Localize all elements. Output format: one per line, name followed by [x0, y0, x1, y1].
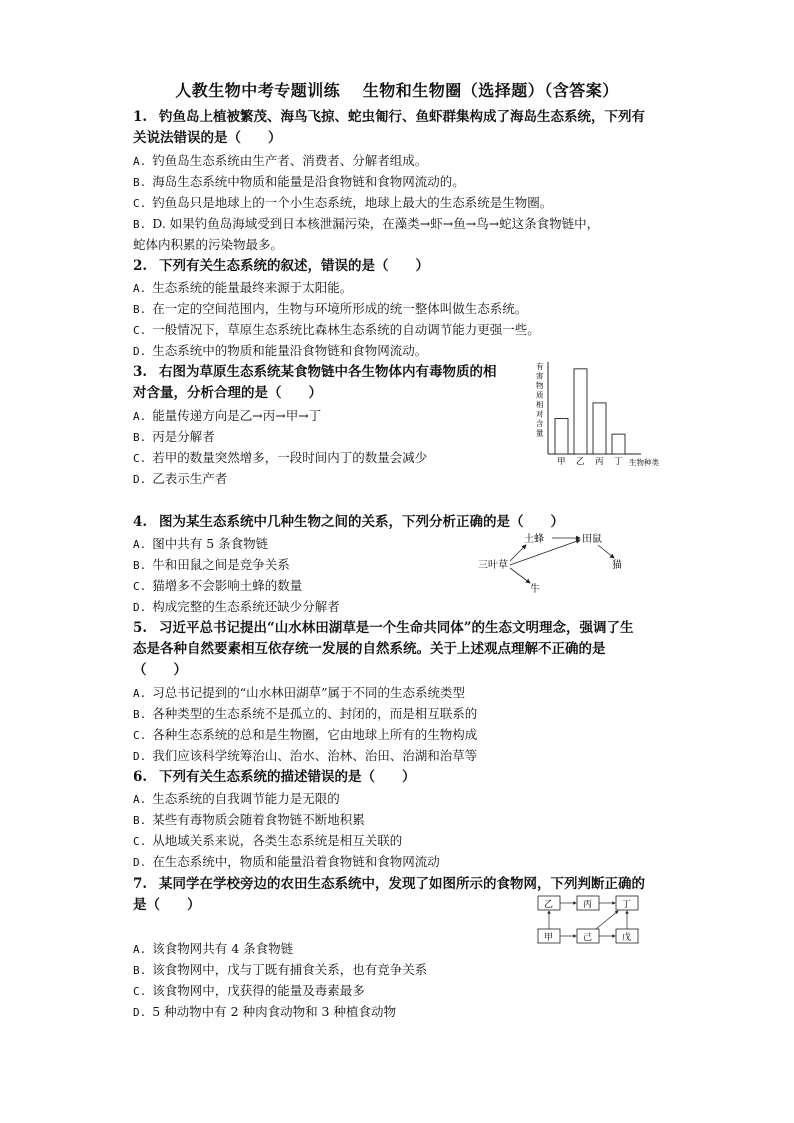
y-label-char-3: 质 [536, 390, 544, 400]
tick-label-1: 乙 [576, 457, 585, 467]
q5-option-d: D. 我们应该科学统筹治山、治水、治林、治田、治湖和治草等 [133, 748, 478, 763]
q1-option-d-cont: 蛇体内积累的污染物最多。 [133, 237, 284, 252]
q2-option-b: B. 在一定的空间范围内，生物与环境所形成的统一整体叫做生态系统。 [133, 301, 528, 316]
food-web-diagram-7 [532, 892, 644, 948]
y-label-char-4: 相 [536, 400, 544, 409]
chart-y-label [536, 361, 544, 438]
label-wu: 戊 [622, 933, 632, 943]
q2-option-a: A. 生态系统的能量最终来源于太阳能。 [133, 280, 353, 295]
q1-option-b: B. 海岛生态系统中物质和能量是沿食物链和食物网流动的。 [133, 174, 465, 189]
label-yi: 乙 [544, 900, 554, 910]
y-label-char-5: 对 [536, 409, 544, 419]
q7-option-b: B. 该食物网中，戊与丁既有捕食关系，也有竞争关系 [133, 962, 428, 977]
q3-option-a: A. 能量传递方向是乙→丙→甲→丁 [133, 408, 322, 423]
y-label-char-6: 含 [536, 419, 544, 428]
question-5-cont2: （ ） [133, 662, 187, 678]
node-cat: 猫 [612, 560, 622, 571]
q4-option-b: B. 牛和田鼠之间是竞争关系 [133, 557, 290, 572]
node-bee: 土蜂 [524, 534, 544, 545]
page-title: 人教生物中考专题训练 生物和生物圈（选择题）（含答案） [175, 81, 619, 100]
question-3-cont: 对含量，分析合理的是（ ） [133, 385, 322, 401]
q5-option-a: A. 习总书记提到的“山水林田湖草”属于不同的生态系统类型 [133, 685, 466, 700]
food-web-diagram-4 [470, 528, 640, 600]
question-5-cont: 态是各种自然要素相互依存统一发展的自然系统。关于上述观点理解不正确的是 [133, 641, 606, 657]
q5-option-c: C. 各种生态系统的总和是生物圈，它由地球上所有的生物构成 [133, 727, 478, 742]
q3-option-b: B. 丙是分解者 [133, 429, 215, 444]
y-label-char-0: 有 [536, 362, 544, 371]
q7-option-c: C. 该食物网中，戊获得的能量及毒素最多 [133, 983, 365, 998]
node-grass: 三叶草 [478, 560, 508, 571]
question-4: 4. 图为某生态系统中几种生物之间的关系，下列分析正确的是（ ） [133, 514, 564, 530]
label-ji: 己 [583, 933, 593, 943]
arrow-grass-bee [510, 545, 526, 561]
question-1: 1. 钓鱼岛上植被繁茂、海鸟飞掠、蛇虫匍行、鱼虾群集构成了海岛生态系统，下列有 [133, 109, 645, 125]
y-label-char-7: 量 [536, 428, 544, 438]
arrow-grass-mouse [510, 540, 580, 565]
q4-option-a: A. 图中共有 5 条食物链 [133, 536, 269, 551]
arrow-mouse-cat [598, 545, 614, 558]
label-jia: 甲 [544, 933, 554, 943]
node-mouse: 田鼠 [582, 534, 602, 545]
q6-option-b: B. 某些有毒物质会随着食物链不断地积累 [133, 812, 365, 827]
q6-option-c: C. 从地域关系来说，各类生态系统是相互关联的 [133, 833, 403, 848]
tick-label-0: 甲 [557, 457, 566, 467]
label-bing: 丙 [583, 900, 593, 910]
question-3: 3. 右图为草原生态系统某食物链中各生物体内有毒物质的相 [133, 364, 497, 380]
q3-option-c: C. 若甲的数量突然增多，一段时间内丁的数量会减少 [133, 450, 428, 465]
toxin-bar-chart [533, 358, 673, 472]
question-1-cont: 关说法错误的是（ ） [133, 130, 282, 146]
chart-x-label: 生物种类 [629, 458, 659, 467]
node-cow: 牛 [530, 584, 540, 595]
question-7-cont: 是（ ） [133, 897, 201, 913]
q2-option-c: C. 一般情况下，草原生态系统比森林生态系统的自动调节能力更强一些。 [133, 322, 540, 337]
q6-option-d: D. 在生态系统中，物质和能量沿着食物链和食物网流动 [133, 854, 440, 869]
q6-option-a: A. 生态系统的自我调节能力是无限的 [133, 791, 340, 806]
bar-3 [612, 434, 625, 454]
q5-option-b: B. 各种类型的生态系统不是孤立的、封闭的，而是相互联系的 [133, 706, 478, 721]
y-label-char-2: 物 [536, 381, 544, 390]
tick-label-3: 丁 [614, 457, 623, 467]
tick-label-2: 丙 [595, 457, 604, 467]
question-2: 2. 下列有关生态系统的叙述，错误的是（ ） [133, 258, 429, 274]
question-7: 7. 某同学在学校旁边的农田生态系统中，发现了如图所示的食物网，下列判断正确的 [133, 876, 645, 892]
q4-option-d: D. 构成完整的生态系统还缺少分解者 [133, 599, 340, 614]
question-5: 5. 习近平总书记提出“山水林田湖草是一个生命共同体”的生态文明理念，强调了生 [133, 620, 634, 636]
y-label-char-1: 害 [536, 371, 544, 381]
q2-option-d: D. 生态系统中的物质和能量沿食物链和食物网流动。 [133, 343, 428, 358]
question-6: 6. 下列有关生态系统的描述错误的是（ ） [133, 769, 416, 785]
q7-option-a: A. 该食物网共有 4 条食物链 [133, 941, 294, 956]
arrow-grass-cow [510, 568, 530, 583]
label-ding: 丁 [622, 900, 632, 910]
arrow-ji-ding [596, 911, 618, 929]
q1-option-a: A. 钓鱼岛生态系统由生产者、消费者、分解者组成。 [133, 153, 428, 168]
bar-1 [574, 369, 587, 454]
q3-option-d: D. 乙表示生产者 [133, 471, 228, 486]
q1-option-c: C. 钓鱼岛只是地球上的一个小生态系统，地球上最大的生态系统是生物圈。 [133, 195, 553, 210]
bar-0 [555, 419, 568, 454]
q1-option-d: B. D. 如果钓鱼岛海域受到日本核泄漏污染，在藻类→虾→鱼→鸟→蛇这条食物链中， [133, 216, 600, 231]
bar-2 [593, 403, 606, 454]
q7-option-d: D. 5 种动物中有 2 种肉食动物和 3 种植食动物 [133, 1004, 396, 1019]
q4-option-c: C. 猫增多不会影响土蜂的数量 [133, 578, 303, 593]
